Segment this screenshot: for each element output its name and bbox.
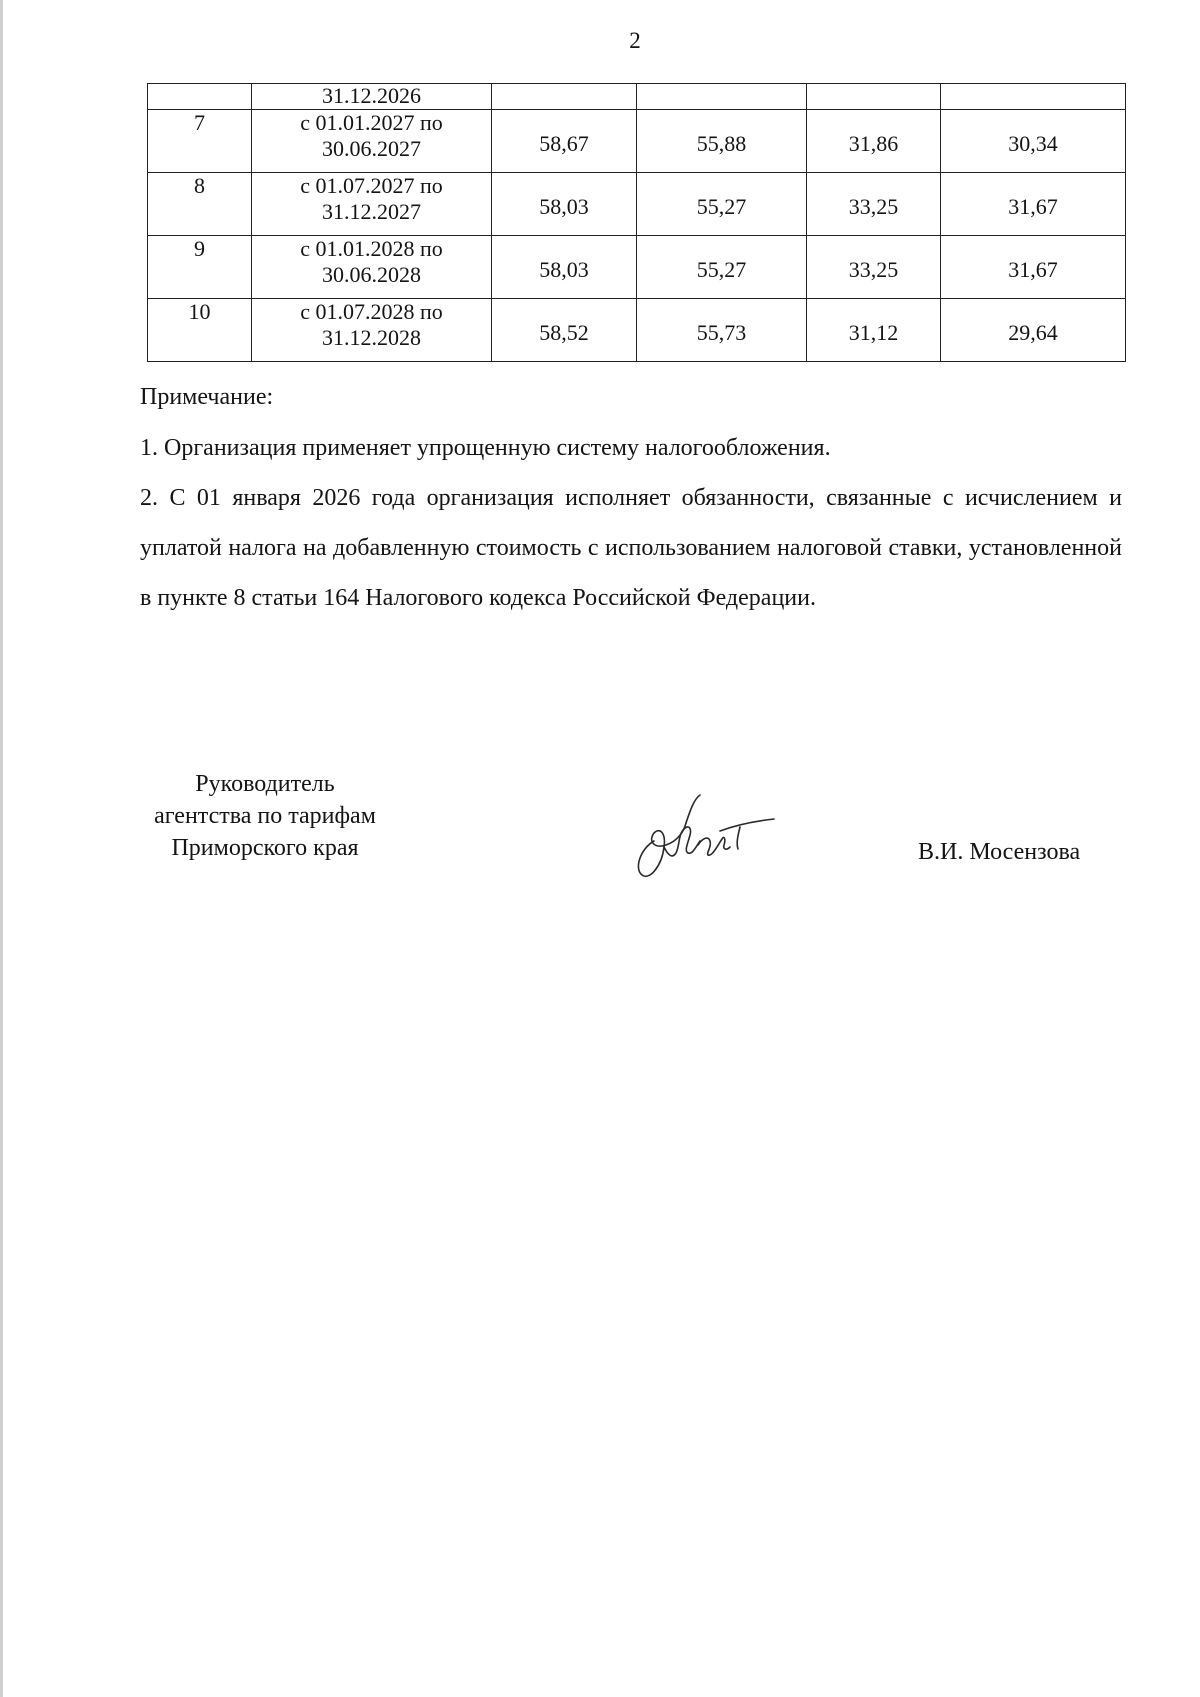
value-cell: 31,86 (807, 110, 941, 173)
notes-heading: Примечание: (140, 384, 274, 410)
period-cell: 31.12.2026 (252, 84, 492, 110)
value-cell: 58,03 (492, 236, 637, 299)
notes-section (140, 372, 1122, 623)
value-cell: 55,73 (637, 299, 807, 362)
period-cell (252, 110, 492, 173)
signer-title-line: Руководитель (195, 771, 335, 797)
value-cell: 31,12 (807, 299, 941, 362)
period-end: 30.06.2027 (322, 136, 421, 161)
value-cell: 58,67 (492, 110, 637, 173)
note-item-2: 2. С 01 января 2026 года организация исполняет обязанности, связанные с исчислением и уплатой налога на добавленную стоимость с использованием налоговой ставки, установленной в пункте 8 статьи 164 Налогового кодекса Российской Федерации. (140, 485, 1122, 611)
period-end: 30.06.2028 (322, 262, 421, 287)
signer-title-line: агентства по тарифам (154, 803, 376, 829)
page-edge (0, 0, 3, 1697)
table-row (148, 236, 1126, 299)
period-start: с 01.07.2028 по (300, 299, 443, 324)
signer-title (140, 768, 390, 864)
value-cell: 30,34 (941, 110, 1126, 173)
value-cell: 55,88 (637, 110, 807, 173)
value-cell: 31,67 (941, 173, 1126, 236)
row-number-cell: 10 (148, 299, 252, 362)
period-start: с 01.01.2028 по (300, 236, 443, 261)
table-row (148, 299, 1126, 362)
period-cell (252, 299, 492, 362)
period-start: с 01.07.2027 по (300, 173, 443, 198)
handwritten-signature (628, 783, 778, 883)
value-cell (807, 84, 941, 110)
value-cell: 33,25 (807, 236, 941, 299)
period-cell (252, 236, 492, 299)
value-cell: 29,64 (941, 299, 1126, 362)
signer-name: В.И. Мосензова (918, 839, 1081, 865)
value-cell (941, 84, 1126, 110)
row-number-cell (148, 84, 252, 110)
value-cell: 55,27 (637, 236, 807, 299)
value-cell: 31,67 (941, 236, 1126, 299)
period-start: с 01.01.2027 по (300, 110, 443, 135)
table-row (148, 84, 1126, 110)
period-cell (252, 173, 492, 236)
period-end: 31.12.2027 (322, 199, 421, 224)
signer-title-line: Приморского края (171, 835, 359, 861)
value-cell: 58,52 (492, 299, 637, 362)
value-cell: 55,27 (637, 173, 807, 236)
value-cell: 58,03 (492, 173, 637, 236)
row-number-cell: 9 (148, 236, 252, 299)
period-end: 31.12.2028 (322, 325, 421, 350)
table-row (148, 110, 1126, 173)
value-cell: 33,25 (807, 173, 941, 236)
note-item-1: 1. Организация применяет упрощенную систему налогообложения. (140, 435, 831, 461)
page-number: 2 (629, 28, 641, 53)
row-number-cell: 7 (148, 110, 252, 173)
row-number-cell: 8 (148, 173, 252, 236)
table-row (148, 173, 1126, 236)
value-cell (637, 84, 807, 110)
tariff-table (147, 83, 1126, 362)
value-cell (492, 84, 637, 110)
